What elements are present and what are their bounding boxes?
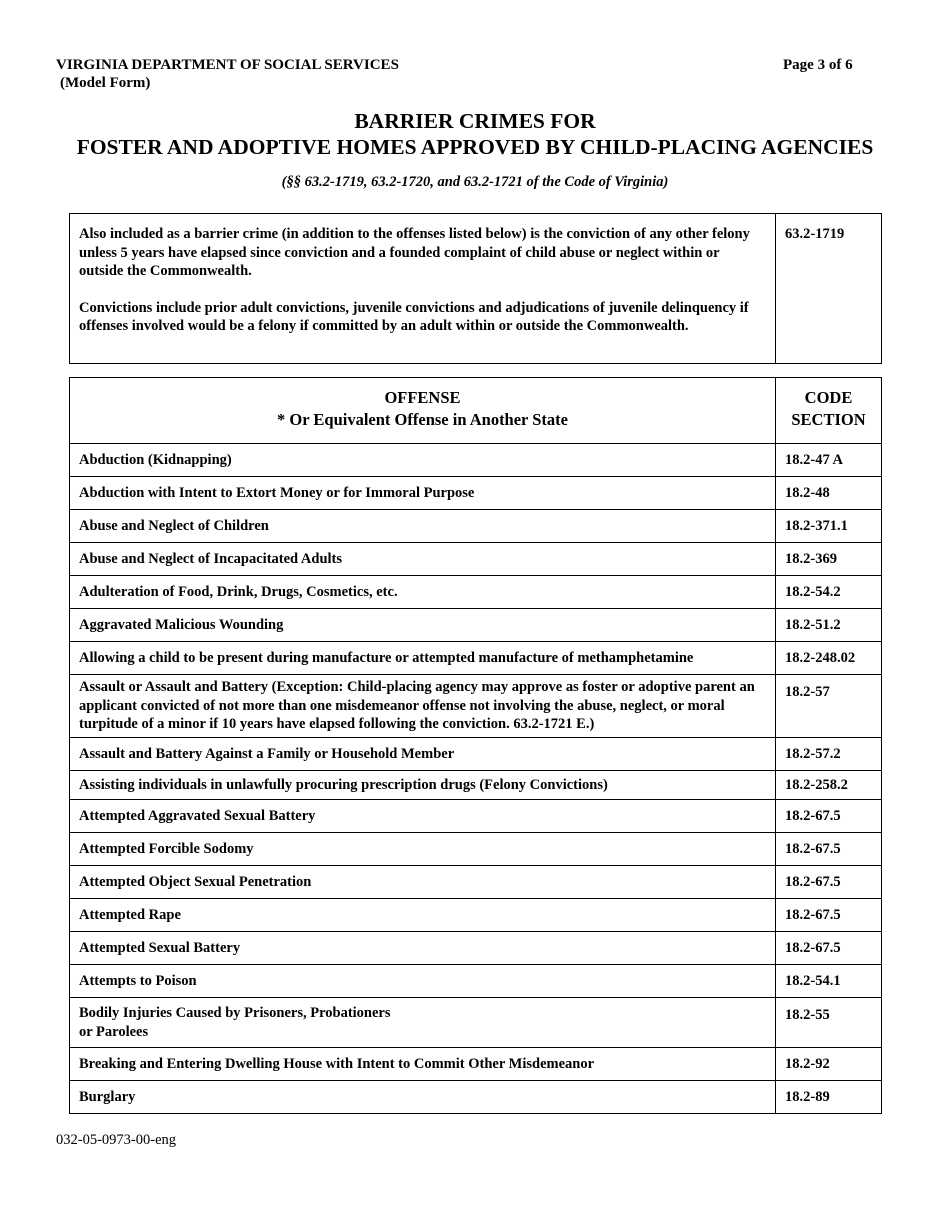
code-cell: 18.2-92: [776, 1048, 882, 1081]
table-row: [70, 800, 882, 833]
offense-cell: Attempted Aggravated Sexual Battery: [70, 800, 776, 833]
offense-cell: Attempts to Poison: [70, 965, 776, 998]
offense-column-header: [70, 378, 776, 444]
table-row: [70, 833, 882, 866]
code-cell: 18.2-47 A: [776, 444, 882, 477]
code-cell: 18.2-54.1: [776, 965, 882, 998]
offense-cell: Assault or Assault and Battery (Exception: Child-placing agency may approve as foster or adoptive parent an applicant convicted of not more than one misdemeanor offense not involving the abuse, neglect, or moral turpitude of a minor if 10 years have elapsed following the conviction. 63.2-1721 E.): [70, 675, 776, 738]
table-row: [70, 998, 882, 1048]
offense-cell: Abuse and Neglect of Children: [70, 510, 776, 543]
intro-text-cell: [70, 214, 776, 364]
code-cell: 18.2-51.2: [776, 609, 882, 642]
table-row: [70, 1048, 882, 1081]
code-cell: 18.2-67.5: [776, 833, 882, 866]
form-type: (Model Form): [60, 75, 151, 91]
page-title: [0, 108, 950, 160]
table-row: [70, 771, 882, 800]
offense-cell: Abduction with Intent to Extort Money or for Immoral Purpose: [70, 477, 776, 510]
code-cell: 18.2-248.02: [776, 642, 882, 675]
table-row: [70, 444, 882, 477]
code-header-line-2: SECTION: [791, 410, 866, 429]
code-cell: 18.2-57: [776, 675, 882, 738]
offense-cell: Abuse and Neglect of Incapacitated Adults: [70, 543, 776, 576]
code-cell: 18.2-67.5: [776, 866, 882, 899]
table-row: [70, 477, 882, 510]
offense-cell: Attempted Sexual Battery: [70, 932, 776, 965]
offense-cell: Assault and Battery Against a Family or Household Member: [70, 738, 776, 771]
code-cell: 18.2-55: [776, 998, 882, 1048]
code-cell: 18.2-369: [776, 543, 882, 576]
offense-cell: Burglary: [70, 1081, 776, 1114]
intro-paragraph-2: Convictions include prior adult convictions, juvenile convictions and adjudications of juvenile delinquency if offenses involved would be a felony if committed by an adult within or outside the Commonwealth.: [79, 299, 749, 334]
code-cell: 18.2-371.1: [776, 510, 882, 543]
intro-row: [70, 214, 882, 364]
table-row: [70, 965, 882, 998]
table-row: [70, 899, 882, 932]
code-cell: 18.2-67.5: [776, 800, 882, 833]
offense-header-title: OFFENSE: [384, 388, 461, 407]
agency-name: VIRGINIA DEPARTMENT OF SOCIAL SERVICES: [56, 57, 399, 73]
offense-cell: Abduction (Kidnapping): [70, 444, 776, 477]
offense-cell: Adulteration of Food, Drink, Drugs, Cosmetics, etc.: [70, 576, 776, 609]
offense-cell: Attempted Object Sexual Penetration: [70, 866, 776, 899]
table-row: [70, 510, 882, 543]
table-row: [70, 642, 882, 675]
table-row: [70, 609, 882, 642]
table-row: [70, 738, 882, 771]
offense-cell: Attempted Rape: [70, 899, 776, 932]
table-row: [70, 675, 882, 738]
offense-cell: Breaking and Entering Dwelling House with Intent to Commit Other Misdemeanor: [70, 1048, 776, 1081]
intro-code-cell: 63.2-1719: [776, 214, 882, 364]
table-row: [70, 932, 882, 965]
page-header-left: [56, 56, 399, 92]
table-row: [70, 1081, 882, 1114]
code-cell: 18.2-54.2: [776, 576, 882, 609]
code-cell: 18.2-57.2: [776, 738, 882, 771]
offense-cell: Bodily Injuries Caused by Prisoners, Probationers or Parolees: [70, 998, 776, 1048]
table-row: [70, 866, 882, 899]
offenses-header-row: [70, 378, 882, 444]
code-citation: (§§ 63.2-1719, 63.2-1720, and 63.2-1721 of the Code of Virginia): [281, 174, 669, 190]
offense-cell: Aggravated Malicious Wounding: [70, 609, 776, 642]
form-number: 032-05-0973-00-eng: [56, 1132, 177, 1148]
offense-cell: Allowing a child to be present during manufacture or attempted manufacture of methamphetamine: [70, 642, 776, 675]
intro-table: [69, 213, 882, 364]
table-row: [70, 576, 882, 609]
table-row: [70, 543, 882, 576]
offenses-table-body: [70, 444, 882, 1114]
code-header-line-1: CODE: [804, 388, 853, 407]
intro-paragraph-1: Also included as a barrier crime (in addition to the offenses listed below) is the conviction of any other felony unless 5 years have elapsed since conviction and a founded complaint of child abuse or neglect within or outside the Commonwealth.: [79, 226, 750, 279]
code-cell: 18.2-67.5: [776, 899, 882, 932]
title-line-2: FOSTER AND ADOPTIVE HOMES APPROVED BY CHILD-PLACING AGENCIES: [76, 135, 874, 159]
code-cell: 18.2-48: [776, 477, 882, 510]
offenses-table: [69, 377, 882, 1114]
code-cell: 18.2-89: [776, 1081, 882, 1114]
code-column-header: [776, 378, 882, 444]
code-cell: 18.2-258.2: [776, 771, 882, 800]
page-number: Page 3 of 6: [783, 57, 853, 73]
code-cell: 18.2-67.5: [776, 932, 882, 965]
offense-cell: Attempted Forcible Sodomy: [70, 833, 776, 866]
offense-cell: Assisting individuals in unlawfully procuring prescription drugs (Felony Convictions): [70, 771, 776, 800]
title-line-1: BARRIER CRIMES FOR: [354, 109, 596, 133]
offense-header-subtitle: * Or Equivalent Offense in Another State: [277, 410, 568, 429]
